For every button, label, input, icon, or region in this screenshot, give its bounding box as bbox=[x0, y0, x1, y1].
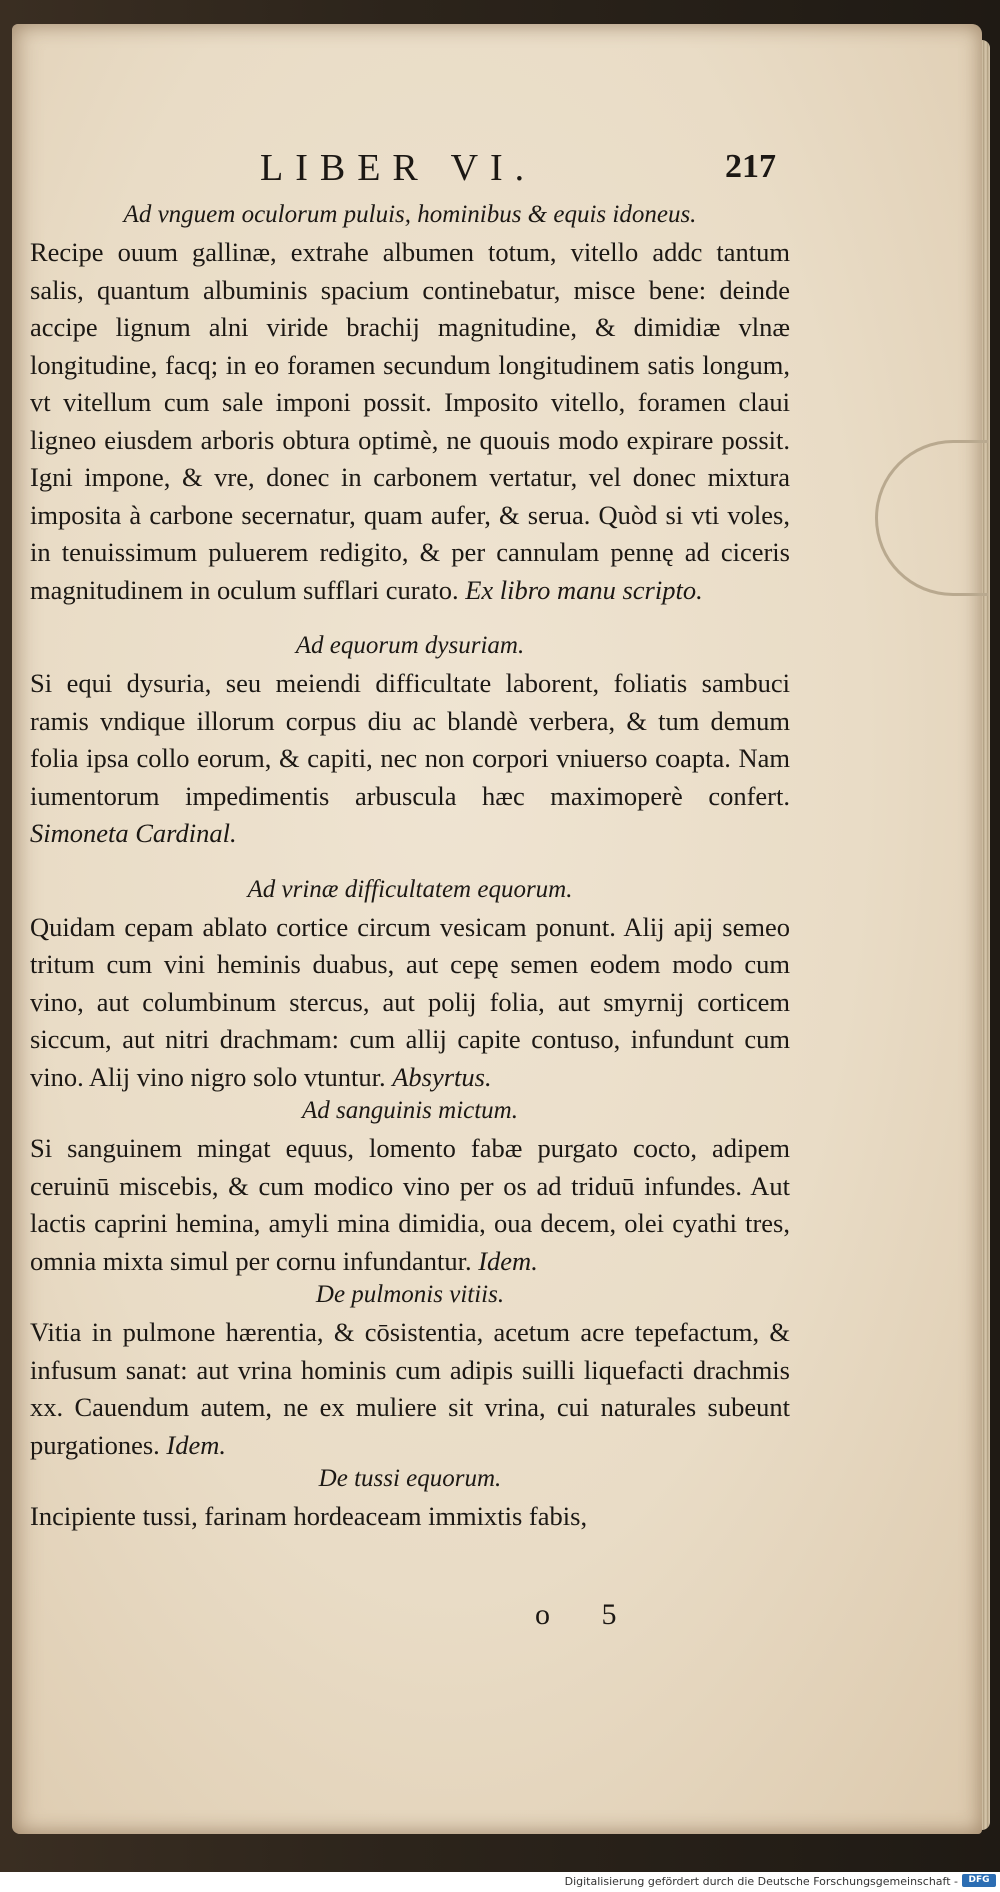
paragraph-text: Incipiente tussi, farinam hordeaceam immixtis fabis, bbox=[30, 1501, 588, 1531]
paragraph-source: Ex libro manu scripto. bbox=[465, 574, 703, 605]
digitization-credit: Digitalisierung gefördert durch die Deutsche Forschungsgemeinschaft - bbox=[564, 1875, 958, 1888]
section-heading: Ad equorum dysuriam. bbox=[295, 632, 525, 659]
dfg-logo[interactable]: DFG bbox=[962, 1874, 996, 1887]
page-text-block bbox=[30, 140, 790, 1536]
paragraph-text: Quidam cepam ablato cortice circum vesicam ponunt. Alij apij semeo tritum cum vini heminis duabus, aut cepę semen eodem modo cum vino, aut columbinum stercus, aut polij folia, aut smyrnij corticem siccum, aut nitri drachmam: cum allij capite contuso, infundunt cum vino. Alij vino nigro solo vtuntur. bbox=[30, 911, 790, 1092]
section-paragraph bbox=[30, 909, 790, 1097]
running-head bbox=[30, 140, 790, 200]
section-heading: Ad vnguem oculorum puluis, hominibus & equis idoneus. bbox=[123, 201, 697, 228]
section-heading: De pulmonis vitiis. bbox=[315, 1281, 505, 1308]
section-heading: Ad vrinæ difficultatem equorum. bbox=[247, 875, 573, 903]
section-paragraph bbox=[30, 1314, 790, 1464]
paragraph-text: Vitia in pulmone hærentia, & cōsistentia, acetum acre tepefactum, & infusum sanat: aut vrina hominis cum adipis suilli liquefacti drachmis xx. Cauendum autem, ne ex muliere sit vrina, cui naturales subeunt purgationes. bbox=[30, 1317, 790, 1460]
paragraph-text: Si equi dysuria, seu meiendi difficultate laborent, foliatis sambuci ramis vndique illorum corpus diu ac blandè verbera, & tum demum folia ipsa collo eorum, & capiti, nec non corpori vniuerso coapta. Nam iumentorum impedimentis arbuscula hæc maximoperè confert. bbox=[30, 668, 790, 811]
section-heading: Ad sanguinis mictum. bbox=[302, 1097, 518, 1124]
paragraph-source: Absyrtus. bbox=[392, 1061, 492, 1092]
running-title: LIBER VI. bbox=[260, 147, 537, 189]
page-number: 217 bbox=[725, 148, 776, 185]
paragraph-source: Simoneta Cardinal. bbox=[30, 818, 237, 848]
paragraph-source: Idem. bbox=[478, 1245, 538, 1276]
paragraph-source: Idem. bbox=[166, 1429, 227, 1460]
section-paragraph bbox=[30, 234, 790, 609]
signature-mark: o 5 bbox=[535, 1598, 639, 1631]
paragraph-text: Recipe ouum gallinæ, extrahe albumen totum, vitello addc tantum salis, quantum albuminis spacium continebatur, misce bene: deinde accipe lignum alni viride brachij magnitudine, & dimidiæ vlnæ longitudine, facq; in eo foramen secundum longitudinem satis longum, vt vitellum cum sale imponi possit. Imposito vitello, foramen claui ligneo eiusdem arboris obtura optimè, ne quouis modo expirare possit. Igni impone, & vre, donec in carbonem vertatur, vel donec mixtura imposita à carbone secernatur, quam aufer, & serua. Quòd si vti voles, in tenuissimum puluerem redigito, & per cannulam pennę ad ciceris magnitudinem in oculum sufflari curato. bbox=[30, 237, 790, 605]
section-paragraph bbox=[30, 665, 790, 853]
section-heading: De tussi equorum. bbox=[318, 1465, 502, 1492]
section-paragraph bbox=[30, 1498, 790, 1536]
paragraph-text: Si sanguinem mingat equus, lomento fabæ purgato cocto, adipem ceruinū miscebis, & cum modico vino per os ad triduū infundes. Aut lactis caprini hemina, amyli mina dimidia, oua decem, olei cyathi tres, omnia mixta simul per cornu infundantur. bbox=[30, 1133, 790, 1276]
section-paragraph bbox=[30, 1130, 790, 1280]
